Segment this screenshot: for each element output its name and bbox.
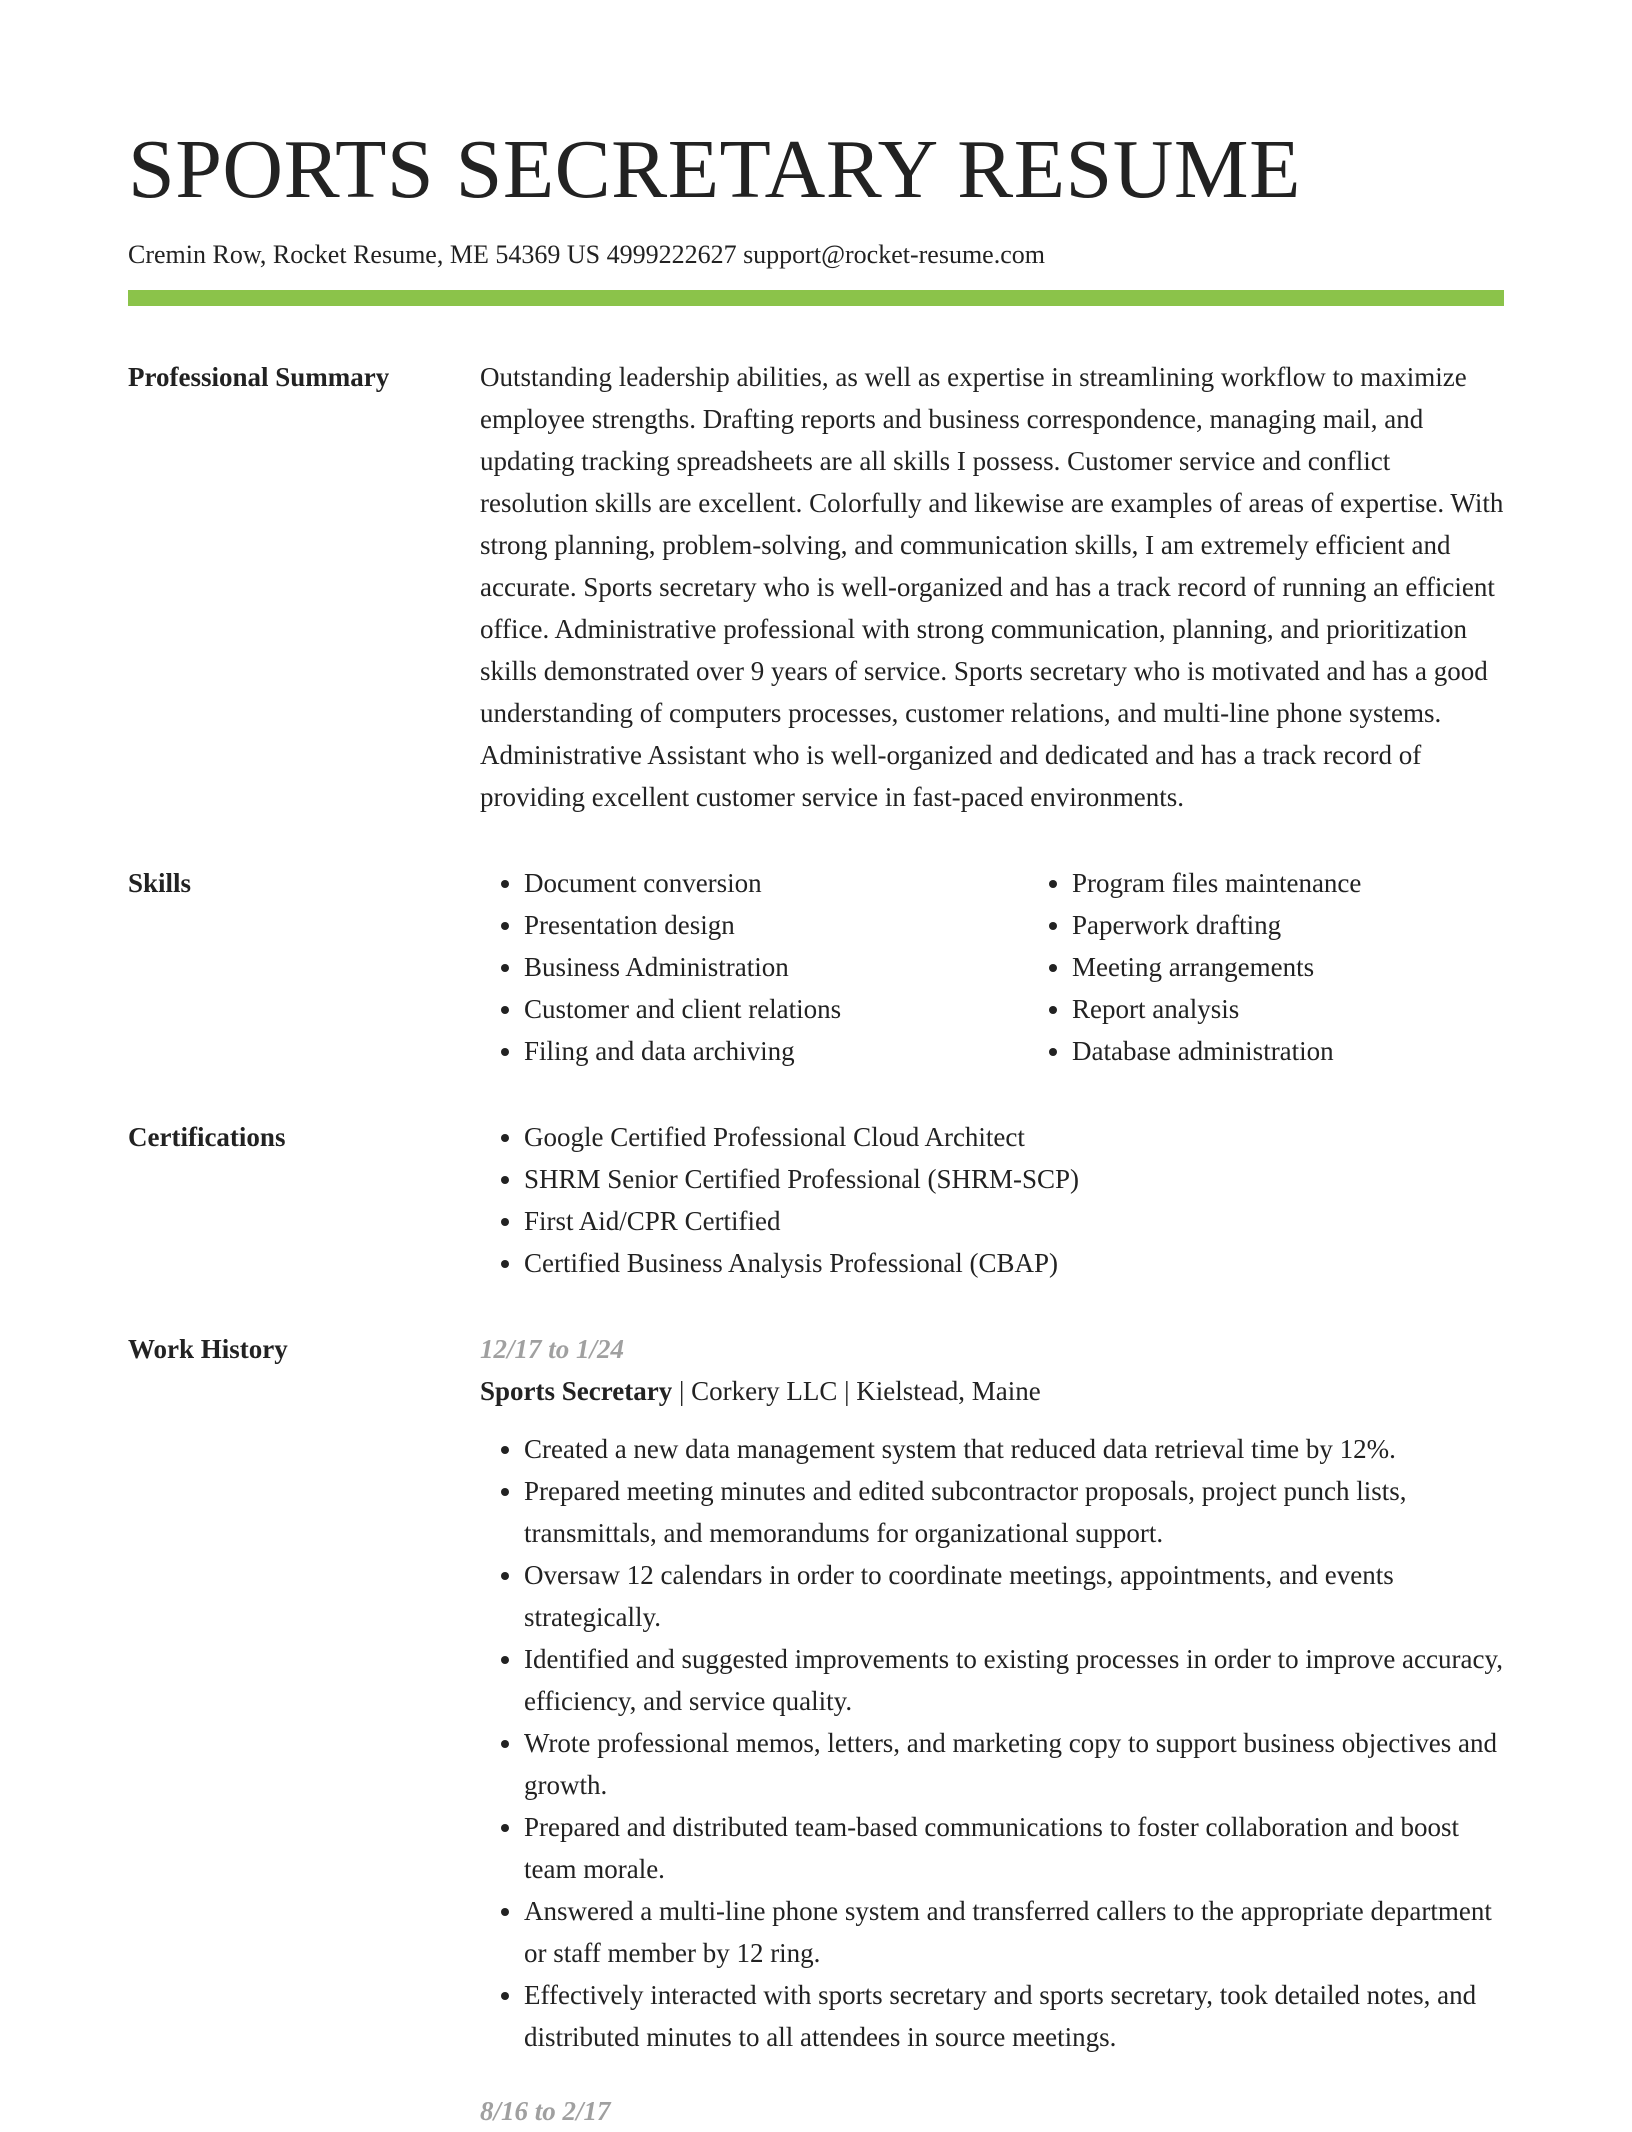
section-label-certifications: Certifications (128, 1122, 286, 1152)
summary-text: Outstanding leadership abilities, as well as expertise in streamlining workflow to maximize employee strengths. Drafting reports and business correspondence, managing mail, and updating tracking spreadsheets are all skills I possess. Customer service and conflict resolution skills are excellent. Colorfully and likewise are examples of areas of expertise. With strong planning, problem-solving, and communication skills, I am extremely efficient and accurate. Sports secretary who is well-organized and has a track record of running an efficient office. Administrative professional with strong communication, planning, and prioritization skills demonstrated over 9 years of service. Sports secretary who is motivated and has a good understanding of computers processes, customer relations, and multi-line phone systems. Administrative Assistant who is well-organized and dedicated and has a track record of providing excellent customer service in fast-paced environments. (480, 362, 1504, 812)
job-bullet: • Answered a multi-line phone system and transferred callers to the appropriate department or staff member by 12 ring. (524, 1890, 1504, 1974)
certification-item: • First Aid/CPR Certified (524, 1200, 1504, 1242)
summary-section (128, 356, 1504, 818)
job-bullet: • Prepared and distributed team-based communications to foster collaboration and boost team morale. (524, 1806, 1504, 1890)
skill-item: • Presentation design (524, 904, 1028, 946)
job-dates: 8/16 to 2/17 (480, 2096, 611, 2126)
certifications-list (480, 1116, 1504, 1284)
job-heading (480, 1370, 1504, 1412)
skills-section (128, 862, 1504, 1072)
contact-info: Cremin Row, Rocket Resume, ME 54369 US 4999222627 support@rocket-resume.com (128, 240, 1045, 269)
skill-item: • Paperwork drafting (1072, 904, 1576, 946)
job-bullets (480, 1428, 1504, 2058)
resume-title: SPORTS SECRETARY RESUME (128, 123, 1301, 216)
certification-item: • Google Certified Professional Cloud Architect (524, 1116, 1504, 1158)
certifications-content (480, 1116, 1504, 1284)
skill-item: • Business Administration (524, 946, 1028, 988)
job-company-location: | Corkery LLC | Kielstead, Maine (672, 1376, 1041, 1406)
skills-list-right (1028, 862, 1576, 1072)
skill-item: • Database administration (1072, 1030, 1576, 1072)
section-label-summary: Professional Summary (128, 362, 390, 392)
work-history-content (480, 1328, 1504, 2132)
skill-item: • Customer and client relations (524, 988, 1028, 1030)
section-label-skills: Skills (128, 868, 192, 898)
skills-list-left (480, 862, 1028, 1072)
skill-item: • Document conversion (524, 862, 1028, 904)
accent-divider (128, 290, 1504, 306)
job-bullet: • Effectively interacted with sports secretary and sports secretary, took detailed notes, and distributed minutes to all attendees in source meetings. (524, 1974, 1504, 2058)
job-bullet: • Prepared meeting minutes and edited subcontractor proposals, project punch lists, transmittals, and memorandums for organizational support. (524, 1470, 1504, 1554)
resume-page (128, 0, 1504, 2132)
certification-item: • SHRM Senior Certified Professional (SHRM-SCP) (524, 1158, 1504, 1200)
job-title: Sports Secretary (480, 1376, 673, 1406)
job-bullet: • Created a new data management system that reduced data retrieval time by 12%. (524, 1428, 1504, 1470)
section-label-work-history: Work History (128, 1334, 288, 1364)
job-bullet: • Identified and suggested improvements to existing processes in order to improve accuracy, efficiency, and service quality. (524, 1638, 1504, 1722)
skill-item: • Filing and data archiving (524, 1030, 1028, 1072)
job-bullet: • Wrote professional memos, letters, and marketing copy to support business objectives and growth. (524, 1722, 1504, 1806)
certification-item: • Certified Business Analysis Professional (CBAP) (524, 1242, 1504, 1284)
summary-content (480, 356, 1504, 818)
job-dates: 12/17 to 1/24 (480, 1334, 625, 1364)
skill-item: • Report analysis (1072, 988, 1576, 1030)
job-bullet: • Oversaw 12 calendars in order to coordinate meetings, appointments, and events strategically. (524, 1554, 1504, 1638)
work-history-section (128, 1328, 1504, 2132)
certifications-section (128, 1116, 1504, 1284)
skill-item: • Meeting arrangements (1072, 946, 1576, 988)
skill-item: • Program files maintenance (1072, 862, 1576, 904)
skills-grid (480, 862, 1576, 1072)
